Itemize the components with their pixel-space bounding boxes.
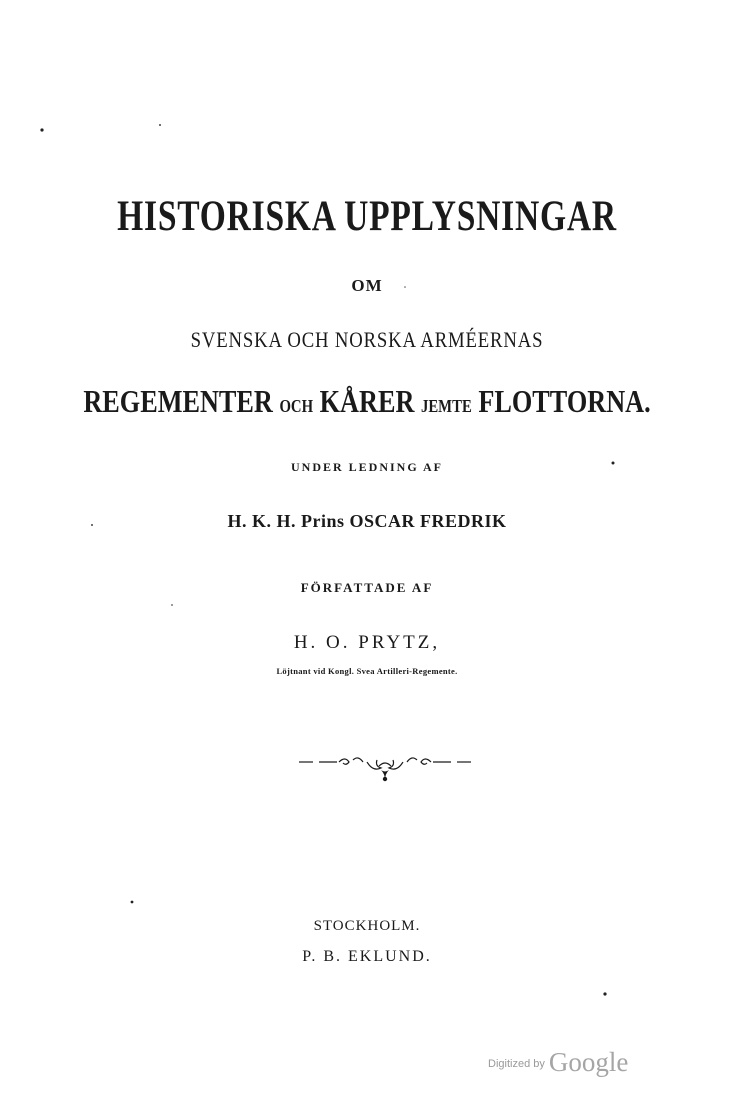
speck bbox=[40, 128, 43, 131]
book-title: HISTORISKA UPPLYSNINGAR bbox=[117, 193, 617, 240]
speck bbox=[603, 992, 606, 995]
author-name: H. O. PRYTZ, bbox=[293, 632, 441, 653]
watermark-prefix: Digitized by bbox=[488, 1058, 545, 1070]
speck bbox=[131, 901, 134, 904]
patron-name: H. K. H. Prins OSCAR FREDRIK bbox=[227, 511, 507, 531]
under-direction-label: UNDER LEDNING AF bbox=[290, 460, 443, 474]
subtitle-armies: SVENSKA OCH NORSKA ARMÉERNAS bbox=[190, 327, 544, 352]
subtitle-regiments bbox=[66, 383, 668, 420]
och-word: OCH bbox=[279, 396, 314, 416]
regiments-word: REGEMENTER bbox=[83, 383, 273, 419]
karer-word: KÅRER bbox=[319, 383, 415, 419]
authored-by-label: FÖRFATTADE AF bbox=[300, 580, 434, 595]
flottorna-word: FLOTTORNA. bbox=[478, 383, 651, 419]
jemte-word: JEMTE bbox=[420, 396, 472, 416]
ornament-divider-icon bbox=[297, 748, 473, 784]
author-rank: Löjtnant vid Kongl. Svea Artilleri-Regemente. bbox=[276, 666, 458, 676]
digitized-watermark bbox=[488, 1047, 628, 1078]
title-connector: OM bbox=[351, 276, 383, 295]
publication-city: STOCKHOLM. bbox=[313, 918, 421, 934]
speck bbox=[159, 124, 161, 126]
google-logo: Google bbox=[548, 1047, 629, 1077]
publisher-name: P. B. EKLUND. bbox=[302, 948, 432, 965]
speck bbox=[171, 604, 173, 606]
